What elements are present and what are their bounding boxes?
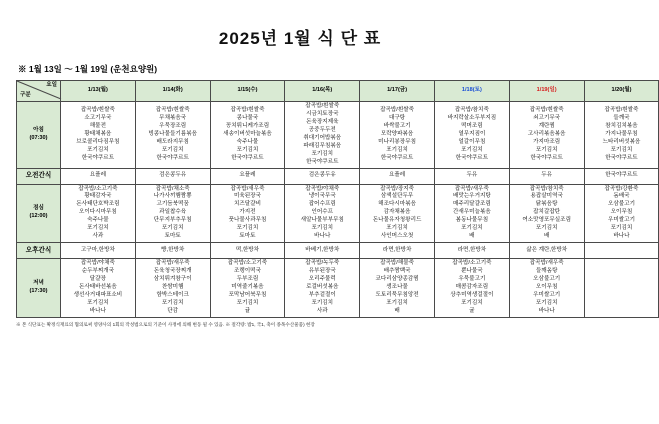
menu-item: 쇠고기무국 — [533, 114, 561, 121]
menu-item: 시금치토장국 — [306, 110, 339, 117]
menu-item: 잡곡밥/흰쌀죽 — [604, 106, 639, 113]
menu-item: 잡곡밥/채소죽 — [155, 185, 190, 192]
meal-cell — [360, 102, 435, 169]
corner-header-cell — [17, 81, 61, 102]
menu-item: 바싹불고기 — [383, 122, 411, 129]
menu-item: 로걸버섯볶음 — [306, 283, 339, 290]
menu-item: 포막남어북무침 — [228, 291, 267, 298]
menu-item: 포기김치 — [161, 225, 184, 232]
menu-item: 포기김치 — [610, 146, 633, 153]
menu-item: 귤 — [469, 307, 475, 314]
menu-item: 가지전 — [239, 209, 256, 216]
menu-item: 포기김치 — [386, 225, 408, 232]
menu-item: 잡곡밥/소고기죽 — [227, 260, 268, 267]
footnote-text: ※ 본 식단표는 확정식재료의 협의로써 영양사의 1회의 작성법으로의 기준이 사정에 의해 변동 될 수 있음. ※ 절각량: 밥1, 국1, 축이 종목수산물품) 현장 — [16, 321, 315, 327]
column-header-day: 1/16(목) — [285, 81, 360, 102]
menu-item: 모락양파볶음 — [380, 130, 414, 137]
menu-item: 치즈달걀비 — [233, 201, 261, 208]
menu-item: 해물전 — [89, 122, 106, 129]
menu-item: 돈나물유자청왕리드 — [372, 217, 422, 224]
meal-cell — [509, 259, 584, 318]
menu-item: 포기김치 — [311, 150, 334, 157]
menu-item: 들깨국 — [613, 114, 630, 121]
menu-item: 바나나 — [89, 307, 106, 314]
snack-cell: 라면,한방차 — [434, 243, 509, 259]
meal-cell — [434, 259, 509, 318]
menu-item: 미역줄기볶음 — [231, 283, 264, 290]
meal-cell — [285, 259, 360, 318]
meal-cell — [360, 259, 435, 318]
menu-item: 배추짬백국 — [383, 268, 411, 274]
meal-cell — [210, 102, 285, 169]
menu-item: 삼색설단두무 — [380, 193, 414, 200]
menu-item: 사인머스오첫 — [380, 233, 414, 240]
menu-item: 매주리달걀조림 — [452, 201, 491, 208]
menu-item: 포기김치 — [535, 299, 558, 306]
snack-cell: 요플레 — [360, 168, 435, 184]
menu-item: 우미쌀고기 — [607, 217, 635, 224]
menu-item: 잡곡밥/새우죽 — [529, 260, 564, 267]
page-title: 2025년 1월 식 단 표 — [218, 29, 382, 48]
menu-item: 미나리봉장무침 — [378, 138, 416, 145]
menu-item: 황태감자국 — [84, 193, 112, 200]
menu-item: 얼갈이무침 — [458, 138, 486, 145]
meal-cell — [135, 184, 210, 243]
menu-item: 잡곡밥/새우죽 — [155, 260, 190, 267]
menu-item: 해조다시마볶음 — [378, 201, 416, 208]
menu-item: 포기김치 — [236, 146, 259, 153]
menu-item: 잡곡밥/흰쌀죽 — [305, 103, 340, 109]
menu-item: 오삼불고기 — [533, 275, 561, 282]
menu-item: 포기김치 — [610, 225, 633, 232]
meal-cell — [434, 184, 509, 243]
menu-item: 고기듬북떡꿈 — [156, 201, 189, 208]
table-row — [17, 184, 659, 243]
menu-item: 바나나 — [314, 233, 331, 240]
menu-item: 느타리버섯볶음 — [602, 138, 641, 145]
row-label-meal — [17, 259, 61, 318]
column-header-day: 1/17(금) — [360, 81, 435, 102]
menu-item: 잡곡밥/흰쌀죽 — [380, 106, 415, 113]
meal-cell — [584, 184, 659, 243]
menu-item: 잡곡밥/참치죽 — [529, 185, 564, 192]
menu-item: 여소맛영포무실조림 — [522, 217, 571, 224]
menu-item: 포기김치 — [161, 146, 184, 153]
menu-item: 잡곡밥/흰쌀죽 — [529, 106, 564, 113]
menu-item: 잡곡밥/녹두죽 — [305, 260, 340, 267]
meal-cell — [210, 184, 285, 243]
menu-item: 순두부찌개국 — [81, 268, 115, 274]
row-label-name: 아침 — [33, 126, 44, 133]
menu-item: 파래김무침볶음 — [303, 142, 342, 149]
menu-item: 사과 — [92, 233, 104, 240]
snack-cell: 요플레 — [61, 168, 136, 184]
menu-item: 코다리삼양종감찜 — [375, 275, 419, 282]
meal-cell — [584, 259, 659, 318]
menu-item: 공중두두전 — [308, 126, 336, 133]
menu-item: 잡곡밥/야채죽 — [305, 185, 340, 192]
row-label-meal — [17, 184, 61, 243]
snack-cell: 한국야쿠르트 — [584, 168, 659, 184]
menu-item: 두부조림 — [236, 275, 259, 282]
menu-item: 풋나물사과무침 — [228, 217, 267, 224]
menu-item: 오리주물럭 — [308, 275, 336, 282]
row-label-time: (07:30) — [29, 134, 48, 141]
menu-item: 빙콩나물들기름볶음 — [148, 130, 198, 137]
row-label-name: 저녁 — [33, 279, 44, 286]
menu-item: 배맛는우거지탕 — [452, 193, 491, 200]
table-header — [17, 81, 659, 102]
menu-item: 오이무침 — [535, 283, 558, 290]
menu-item: 포기김치 — [87, 225, 109, 232]
meal-cell — [61, 184, 136, 243]
menu-item: 포기김치 — [311, 225, 334, 232]
menu-item: 잡곡밥/강환죽 — [604, 185, 639, 192]
menu-item: 계란찜 — [538, 122, 555, 129]
menu-item: 포기김치 — [535, 146, 558, 153]
row-label-time: (17:30) — [29, 287, 48, 294]
snack-cell: 고구마,한방차 — [61, 243, 136, 259]
menu-item: 잡어수프림 — [308, 201, 336, 208]
menu-item: 포기김치 — [535, 225, 558, 232]
menu-item: 나가사끼햄짬뽕 — [153, 193, 192, 200]
row-label-snack: 오전간식 — [17, 168, 61, 184]
menu-table — [16, 80, 659, 318]
menu-item: 돈육장지제육 — [306, 118, 339, 125]
menu-item: 포기김치 — [461, 146, 483, 153]
menu-item: 도토리묵무침앙전 — [375, 291, 419, 298]
menu-item: 황태채볶음 — [84, 130, 112, 137]
date-range-subtitle: ※ 1월 13일 ～ 1월 19일 (운천요양원) — [18, 64, 158, 74]
menu-item: 잡곡밥/장지죽 — [380, 185, 415, 192]
meal-cell — [135, 259, 210, 318]
menu-item: 고사리볶음볶음 — [527, 130, 566, 137]
menu-item: 잡곡밥/야채죽 — [80, 260, 115, 267]
menu-item: 잡곡밥/소고기죽 — [452, 260, 492, 267]
menu-item: 생조나물 — [386, 283, 408, 290]
menu-item: 미육된장국 — [233, 193, 261, 200]
menu-item: 조랭이떡국 — [233, 268, 261, 274]
column-header-day: 1/13(월) — [61, 81, 136, 102]
meal-cell — [360, 184, 435, 243]
menu-item: 생선사거대파표소비 — [73, 291, 123, 298]
menu-item: 취대기어밥볶음 — [303, 134, 342, 141]
row-label-name: 점심 — [33, 205, 44, 212]
menu-item: 배 — [394, 307, 400, 314]
menu-item: 잡곡밥/흰쌀죽 — [230, 106, 265, 113]
menu-item: 한국야쿠르트 — [156, 154, 189, 161]
menu-item: 가지마조림 — [533, 138, 561, 145]
corner-label-bottom: 구분 — [20, 92, 31, 99]
menu-item: 포기김치 — [236, 225, 259, 232]
table-row — [17, 259, 659, 318]
menu-item: 포기김치 — [87, 299, 109, 306]
menu-item: 잡곡밥/새우죽 — [230, 185, 265, 192]
snack-cell: 두유 — [509, 168, 584, 184]
menu-item: 한국야쿠르트 — [605, 154, 638, 161]
menu-item: 과일찹수육 — [159, 209, 187, 216]
snack-cell: 빵,한방차 — [135, 243, 210, 259]
row-label-time: (12:00) — [29, 213, 48, 220]
meal-cell — [285, 102, 360, 169]
menu-item: 포기김치 — [386, 299, 408, 306]
menu-item: 돈육청국장찌개 — [153, 268, 192, 274]
snack-cell: 검은콩두유 — [285, 168, 360, 184]
menu-item: 뿐나물국 — [461, 268, 483, 274]
snack-cell — [584, 243, 659, 259]
menu-item: 한국야쿠르트 — [306, 158, 339, 165]
menu-item: 잡곡밥/해물죽 — [380, 260, 415, 267]
menu-item: 토마토 — [164, 233, 181, 240]
menu-item: 부추겉절이 — [308, 291, 336, 298]
meal-cell — [285, 184, 360, 243]
row-label-snack: 오후간식 — [17, 243, 61, 259]
meal-cell — [210, 259, 285, 318]
menu-item: 잡곡밥/소고기죽 — [78, 185, 118, 192]
menu-item: 단감 — [167, 307, 179, 314]
menu-item: 우묵장조림 — [159, 122, 187, 129]
menu-item: 바나나 — [613, 233, 630, 240]
menu-item: 한국야쿠르트 — [455, 154, 489, 161]
menu-item: 숙주나물 — [87, 217, 109, 224]
menu-item: 포기김치 — [461, 299, 483, 306]
meal-cell — [61, 102, 136, 169]
menu-item: 들깨옴탕 — [535, 268, 558, 274]
menu-item: 포기김치 — [461, 225, 483, 232]
menu-item: 참치김치볶음 — [605, 122, 638, 129]
menu-item: 간새우미늘볶음 — [452, 209, 491, 216]
table-row — [17, 168, 659, 184]
menu-item: 포기김치 — [236, 299, 259, 306]
menu-item: 바나나 — [538, 307, 555, 314]
column-header-day: 1/15(수) — [210, 81, 285, 102]
snack-cell: 검은콩두유 — [135, 168, 210, 184]
menu-item: 잡곡밥/참치죽 — [454, 106, 489, 113]
menu-item: 토마토 — [239, 233, 256, 240]
corner-label-top: 요일 — [46, 82, 57, 88]
snack-cell: 두유 — [434, 168, 509, 184]
menu-item: 인어수프 — [311, 209, 334, 216]
snack-cell: 라면,한방차 — [360, 243, 435, 259]
menu-item: 잡곡밥/흰쌀죽 — [155, 106, 190, 113]
column-header-day: 1/20(월) — [584, 81, 659, 102]
menu-item: 한국야쿠르트 — [530, 154, 563, 161]
menu-item: 감자채볶음 — [383, 209, 411, 216]
snack-cell: 떡,한방차 — [210, 243, 285, 259]
menu-item: 배도라지무침 — [156, 138, 189, 145]
menu-item: 잡곡밥/새우죽 — [454, 185, 489, 192]
menu-item: 오삼불고기 — [607, 201, 635, 208]
menu-item: 한국야쿠르트 — [380, 154, 414, 161]
menu-item: 함박스테이크 — [156, 291, 189, 298]
menu-item: 용잡살미역국 — [530, 193, 563, 200]
meal-cell — [135, 102, 210, 169]
meal-cell — [509, 102, 584, 169]
menu-item: 오이무침 — [610, 209, 633, 216]
menu-item: 한국야쿠르트 — [231, 154, 264, 161]
menu-item: 가지나물무침 — [605, 130, 638, 137]
menu-item: 열무지짐이 — [458, 130, 486, 137]
menu-item: 돈사태단호박조림 — [76, 201, 120, 208]
menu-item: 포기김치 — [87, 146, 109, 153]
menu-item: 꽁치튀니케가조림 — [225, 122, 270, 129]
table-row — [17, 243, 659, 259]
menu-item: 소고기무국 — [84, 114, 112, 121]
column-header-day: 1/14(화) — [135, 81, 210, 102]
menu-item: 바지락살소두부지짐 — [447, 114, 497, 121]
meal-cell — [509, 184, 584, 243]
meal-cell — [434, 102, 509, 169]
menu-item: 포기김치 — [386, 146, 408, 153]
meal-cell — [584, 102, 659, 169]
menu-item: 귤 — [244, 307, 251, 314]
menu-item: 돔배국 — [613, 193, 630, 200]
menu-item: 냉이국무국 — [308, 193, 336, 200]
table-row — [17, 102, 659, 169]
menu-item: 유부된장국 — [308, 268, 336, 274]
row-label-meal — [17, 102, 61, 169]
snack-cell: 바베기,한방차 — [285, 243, 360, 259]
menu-item: 숙주나물 — [236, 138, 259, 145]
menu-item: 떡머조림 — [461, 122, 483, 129]
menu-item: 브로콜리다짐무침 — [76, 138, 120, 145]
menu-item: 콩나물국 — [236, 114, 259, 121]
column-header-day-sunday: 1/19(일) — [509, 81, 584, 102]
menu-item: 우미쌀고기 — [533, 291, 561, 298]
menu-item: 한국야쿠르트 — [81, 154, 115, 161]
menu-item: 우묵불고기 — [458, 275, 486, 282]
menu-item: 돈사태바선볶음 — [78, 283, 117, 290]
menu-item: 오이다시마무침 — [78, 209, 117, 216]
snack-cell: 요플레 — [210, 168, 285, 184]
meal-cell — [61, 259, 136, 318]
menu-item: 무채볶음국 — [159, 114, 187, 121]
menu-item: 새송이버섯마늘볶음 — [223, 130, 272, 137]
menu-item: 닭볶음탕 — [535, 201, 558, 208]
menu-item: 달걀장 — [89, 275, 106, 282]
menu-item: 잡치갈잡탄 — [533, 209, 561, 216]
menu-item: 포기김치 — [311, 299, 334, 306]
menu-item: 사과 — [316, 307, 328, 314]
menu-item: 새알나물부부무침 — [300, 217, 344, 224]
column-header-day-saturday: 1/18(토) — [434, 81, 509, 102]
menu-item: 단무지부추무침 — [153, 217, 192, 224]
menu-item: 배 — [543, 233, 550, 240]
menu-item: 배 — [469, 233, 475, 240]
table-body — [17, 102, 659, 318]
menu-item: 삼치튀겨참구이 — [153, 275, 192, 282]
menu-item: 상추미역생걸절이 — [450, 291, 494, 298]
menu-item: 포기김치 — [161, 299, 184, 306]
menu-item: 잡곡밥/흰쌀죽 — [80, 106, 115, 113]
menu-item: 봄동나물무침 — [455, 217, 489, 224]
menu-item: 찬쌈미햄 — [161, 283, 184, 290]
menu-item: 대구탕 — [388, 114, 406, 121]
menu-item: 매콤감자조림 — [455, 283, 489, 290]
snack-cell: 삶은 계란,한방차 — [509, 243, 584, 259]
